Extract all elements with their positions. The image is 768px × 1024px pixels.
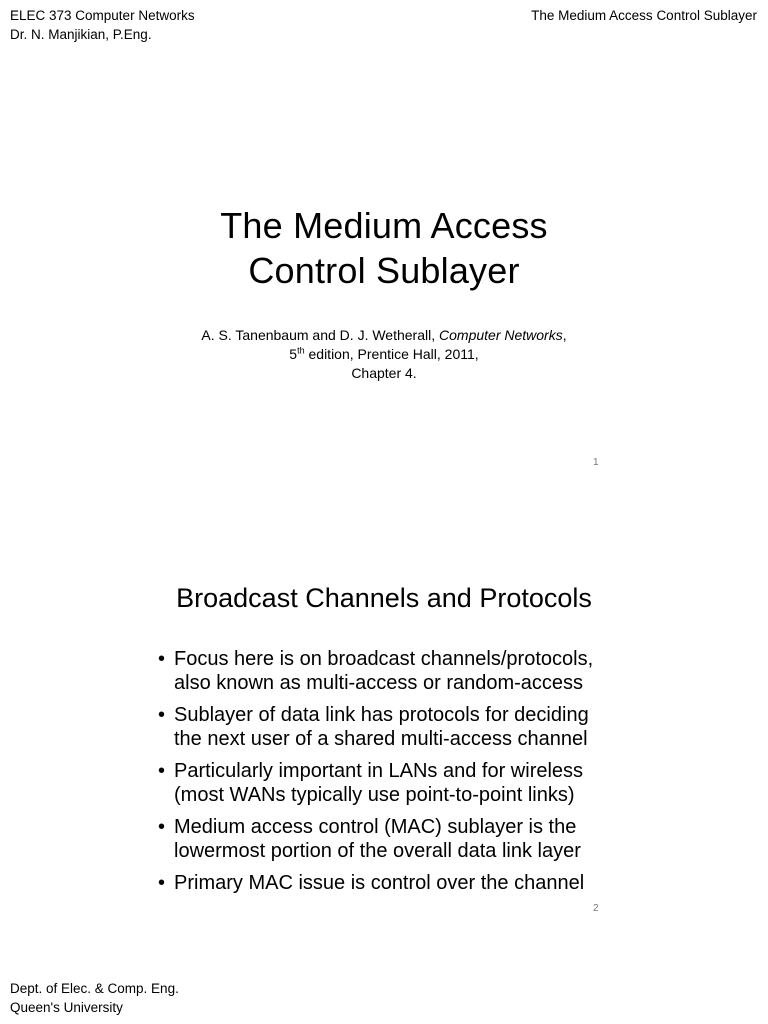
bullet-dot-icon: • [158, 648, 166, 670]
slide2-page-number: 2 [593, 903, 599, 914]
slide1-page-number: 1 [593, 457, 599, 468]
bullet-dot-icon: • [158, 872, 166, 894]
reference-book-title: Computer Networks [439, 327, 563, 343]
slide2-bullet-list [158, 647, 628, 903]
footer-department-info [10, 979, 179, 1017]
bullet-text-line1: Particularly important in LANs and for wireless [174, 760, 584, 782]
header-topic: The Medium Access Control Sublayer [531, 8, 757, 23]
reference-chapter: Chapter 4. [351, 365, 417, 381]
slide1-title-line1: The Medium Access [220, 205, 548, 246]
reference-edition-suffix: th [297, 345, 305, 356]
university-name: Queen's University [10, 1000, 123, 1015]
bullet-text-line2: also known as multi-access or random-access [174, 672, 584, 694]
bullet-text-line2: (most WANs typically use point-to-point links) [174, 784, 575, 806]
bullet-dot-icon: • [158, 816, 166, 838]
reference-edition-rest: edition, Prentice Hall, 2011, [304, 346, 479, 362]
slide2-title: Broadcast Channels and Protocols [176, 583, 592, 613]
bullet-text-line2: lowermost portion of the overall data link layer [174, 840, 581, 862]
reference-line2 [0, 345, 768, 364]
bullet-text-line1: Medium access control (MAC) sublayer is the [174, 816, 577, 838]
reference-line1 [0, 326, 768, 345]
reference-edition-number: 5 [289, 346, 298, 362]
slide1-title-line2: Control Sublayer [248, 250, 520, 291]
header-course-info [10, 6, 195, 44]
course-title: ELEC 373 Computer Networks [10, 8, 195, 23]
bullet-item [158, 871, 628, 895]
bullet-item [158, 759, 628, 807]
bullet-text-line1: Focus here is on broadcast channels/protocols, [174, 648, 594, 670]
bullet-text-line1: Primary MAC issue is control over the channel [174, 872, 585, 894]
bullet-item [158, 647, 628, 695]
bullet-dot-icon: • [158, 704, 166, 726]
slide1-reference [0, 326, 768, 383]
bullet-item [158, 703, 628, 751]
department-name: Dept. of Elec. & Comp. Eng. [10, 981, 179, 996]
bullet-item [158, 815, 628, 863]
slide1-title [0, 203, 768, 293]
bullet-text-line2: the next user of a shared multi-access channel [174, 728, 588, 750]
bullet-dot-icon: • [158, 760, 166, 782]
bullet-text-line1: Sublayer of data link has protocols for deciding [174, 704, 589, 726]
instructor-name: Dr. N. Manjikian, P.Eng. [10, 27, 152, 42]
reference-comma: , [562, 327, 567, 343]
reference-authors: A. S. Tanenbaum and D. J. Wetherall, [201, 327, 440, 343]
